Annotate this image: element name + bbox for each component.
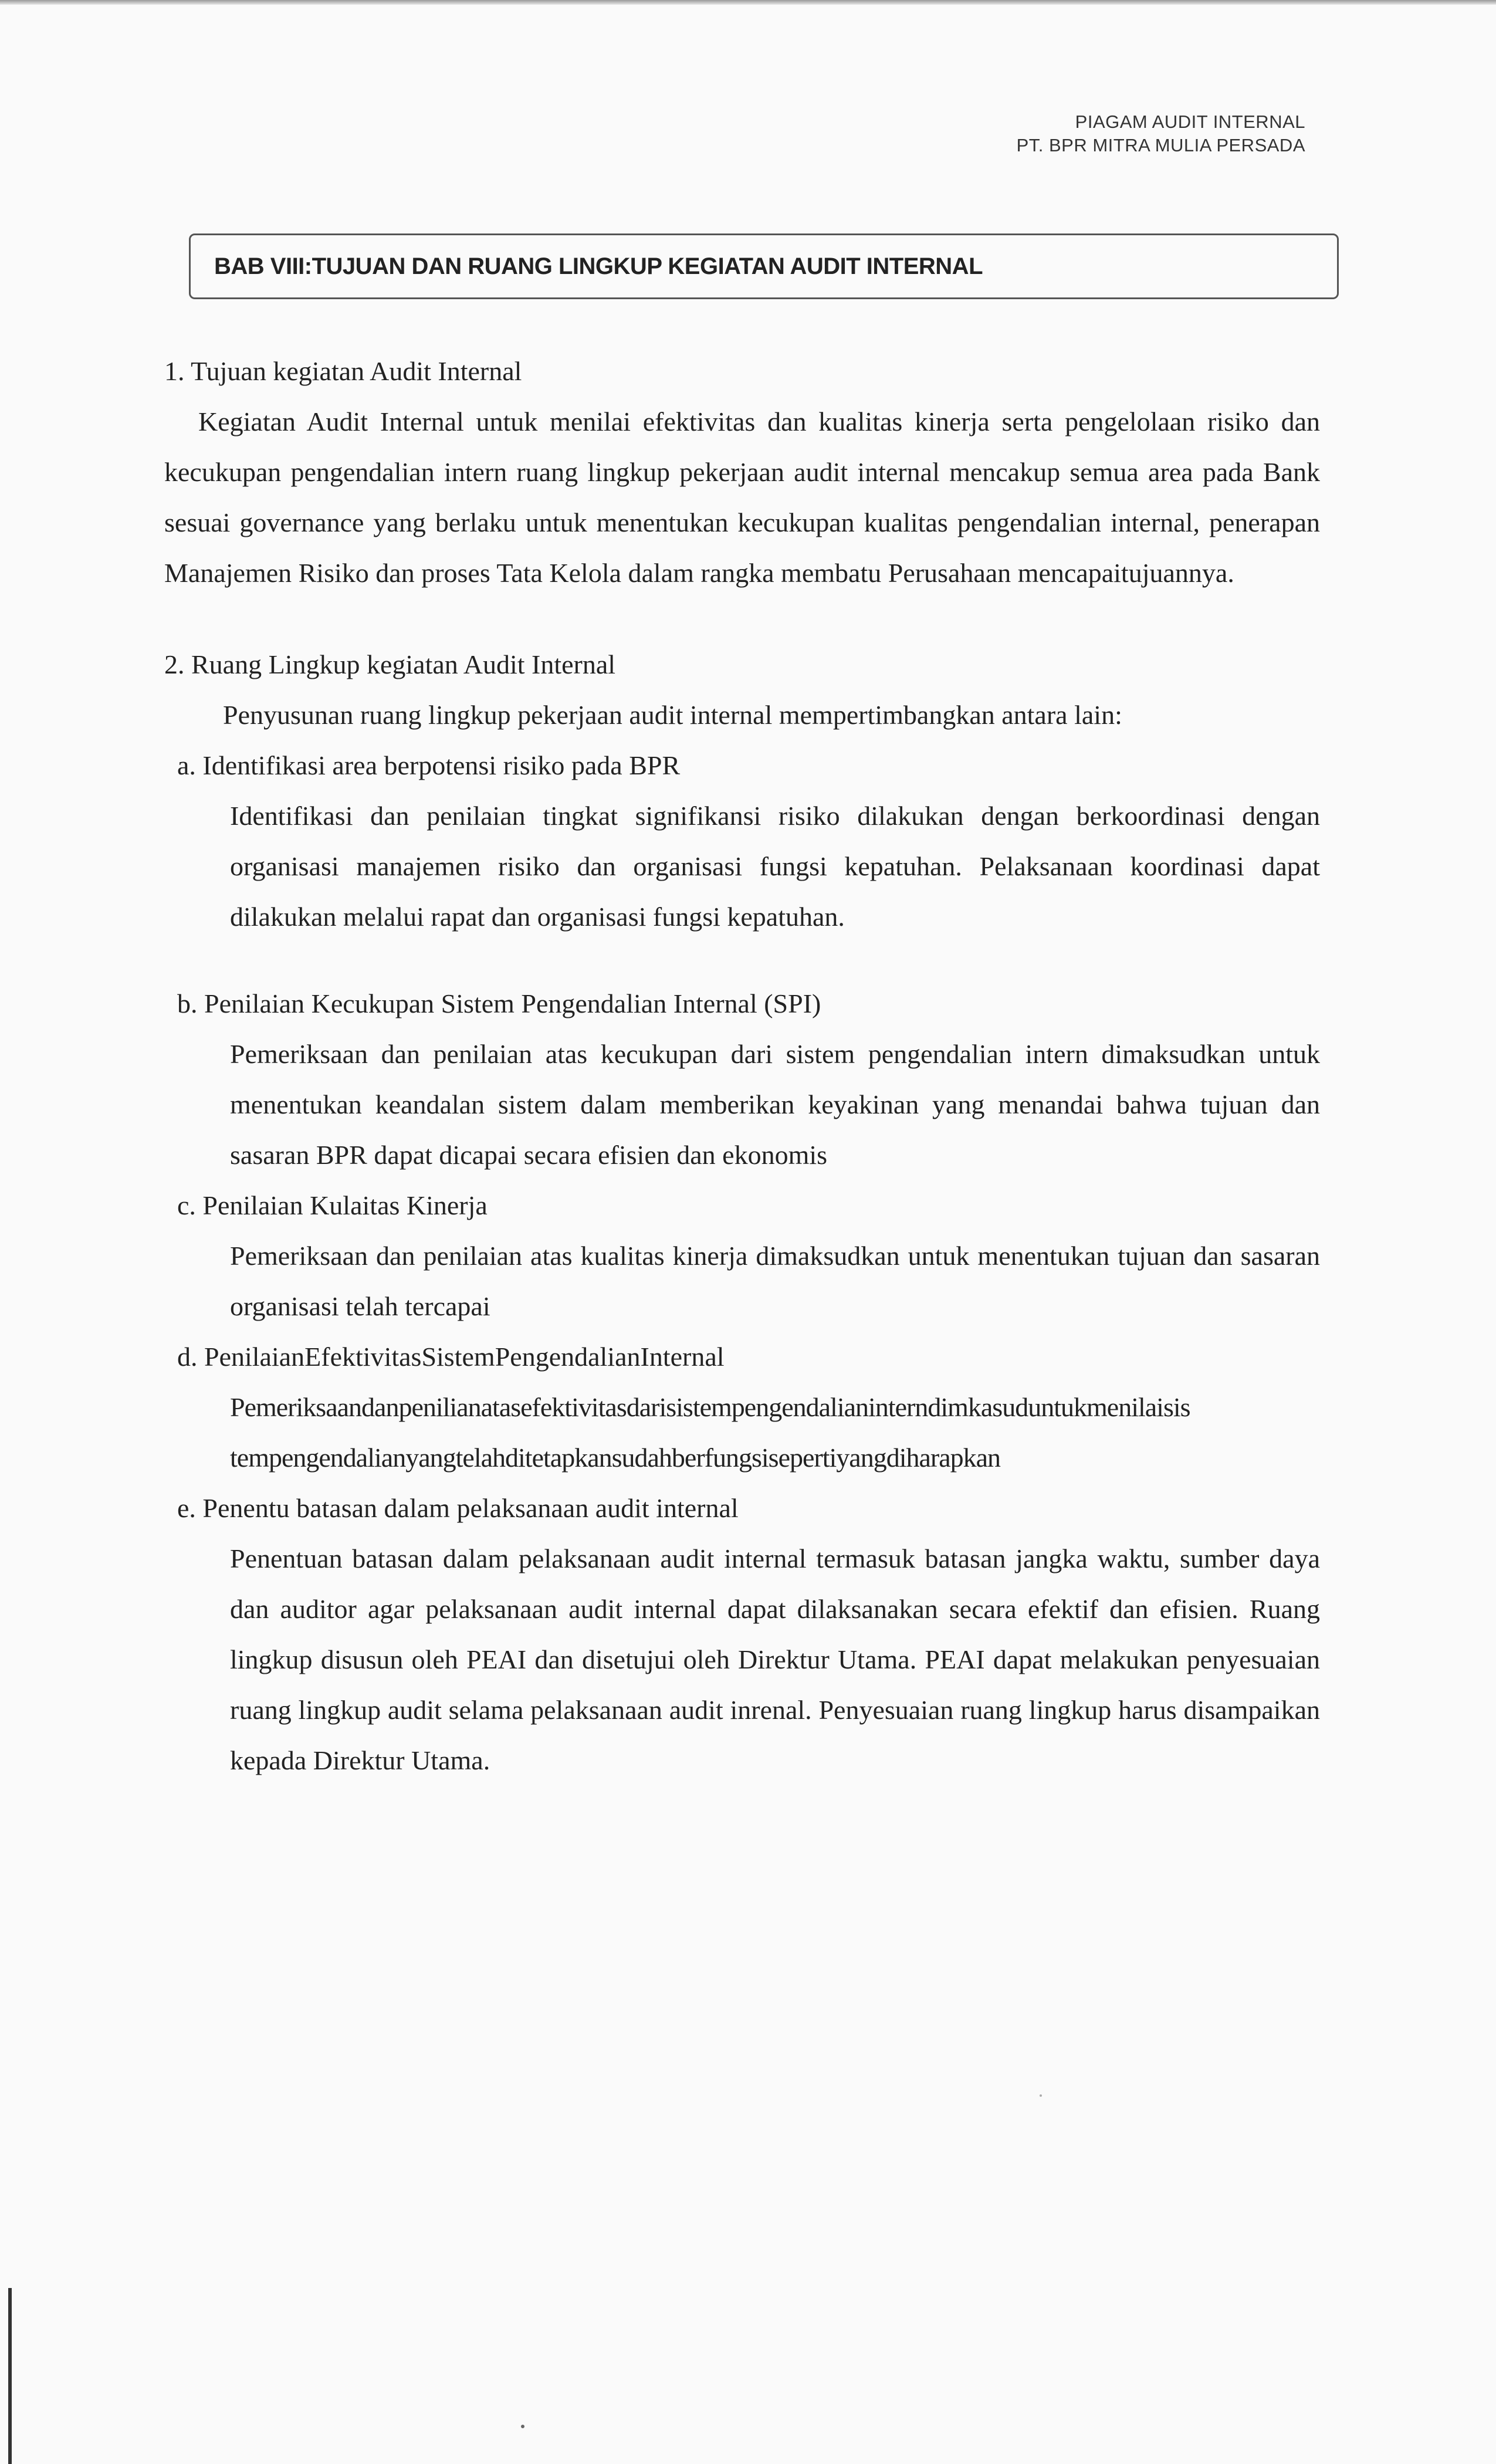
section-2-intro: Penyusunan ruang lingkup pekerjaan audit internal mempertimbangkan antara lain:	[223, 700, 1122, 730]
scan-left-mark	[8, 2288, 12, 2464]
document-body	[164, 346, 1320, 1786]
item-a-title: a. Identifikasi area berpotensi risiko pada BPR	[177, 750, 681, 780]
scan-speck	[521, 2425, 524, 2428]
item-e-body: Penentuan batasan dalam pelaksanaan audit internal termasuk batasan jangka waktu, sumber daya dan auditor agar pelaksanaan audit internal dapat dilaksanakan secara efektif dan efisien. Ruang lingkup disusun oleh PEAI dan disetujui oleh Direktur Utama. PEAI dapat melakukan penyesuaian ruang lingkup audit selama pelaksanaan audit inrenal. Penyesuaian ruang lingkup harus disampaikan kepada Direktur Utama.	[230, 1544, 1320, 1775]
item-c-title: c. Penilaian Kulaitas Kinerja	[177, 1190, 488, 1220]
item-b-title: b. Penilaian Kecukupan Sistem Pengendalian Internal (SPI)	[177, 989, 821, 1018]
item-a-body: Identifikasi dan penilaian tingkat signifikansi risiko dilakukan dengan berkoordinasi dengan organisasi manajemen risiko dan organisasi fungsi kepatuhan. Pelaksanaan koordinasi dapat dilakukan melalui rapat dan organisasi fungsi kepatuhan.	[230, 801, 1320, 932]
chapter-title: BAB VIII:TUJUAN DAN RUANG LINGKUP KEGIATAN AUDIT INTERNAL	[214, 253, 983, 279]
chapter-title-box	[189, 233, 1339, 299]
header-line-2: PT. BPR MITRA MULIA PERSADA	[1016, 135, 1305, 155]
item-e-title: e. Penentu batasan dalam pelaksanaan audit internal	[177, 1493, 739, 1523]
scan-top-edge	[0, 0, 1496, 5]
item-d-body-line-2: tempengendalianyangtelahditetapkansudahberfungsisepertiyangdiharapkan	[230, 1443, 1001, 1473]
item-c-body: Pemeriksaan dan penilaian atas kualitas kinerja dimaksudkan untuk menentukan tujuan dan sasaran organisasi telah tercapai	[230, 1241, 1320, 1321]
section-2-title: 2. Ruang Lingkup kegiatan Audit Internal	[164, 649, 616, 679]
section-1-body: Kegiatan Audit Internal untuk menilai efektivitas dan kualitas kinerja serta pengelolaan risiko dan kecukupan pengendalian intern ruang lingkup pekerjaan audit internal mencakup semua area pada Bank sesuai governance yang berlaku untuk menentukan kecukupan kualitas pengendalian internal, penerapan Manajemen Risiko dan proses Tata Kelola dalam rangka membatu Perusahaan mencapaitujuannya.	[164, 407, 1320, 588]
document-header	[1017, 110, 1305, 157]
item-d-body-line-1: Pemeriksaandanpenilianatasefektivitasdarisistempengendalianinterndimkasuduntukmenilaisis	[230, 1392, 1190, 1422]
scan-speck	[1040, 2094, 1042, 2097]
section-1-title: 1. Tujuan kegiatan Audit Internal	[164, 356, 522, 386]
header-line-1: PIAGAM AUDIT INTERNAL	[1075, 111, 1305, 132]
item-b-body: Pemeriksaan dan penilaian atas kecukupan dari sistem pengendalian intern dimaksudkan untuk menentukan keandalan sistem dalam memberikan keyakinan yang menandai bahwa tujuan dan sasaran BPR dapat dicapai secara efisien dan ekonomis	[230, 1039, 1320, 1170]
item-d-title: d. PenilaianEfektivitasSistemPengendalianInternal	[177, 1342, 725, 1372]
